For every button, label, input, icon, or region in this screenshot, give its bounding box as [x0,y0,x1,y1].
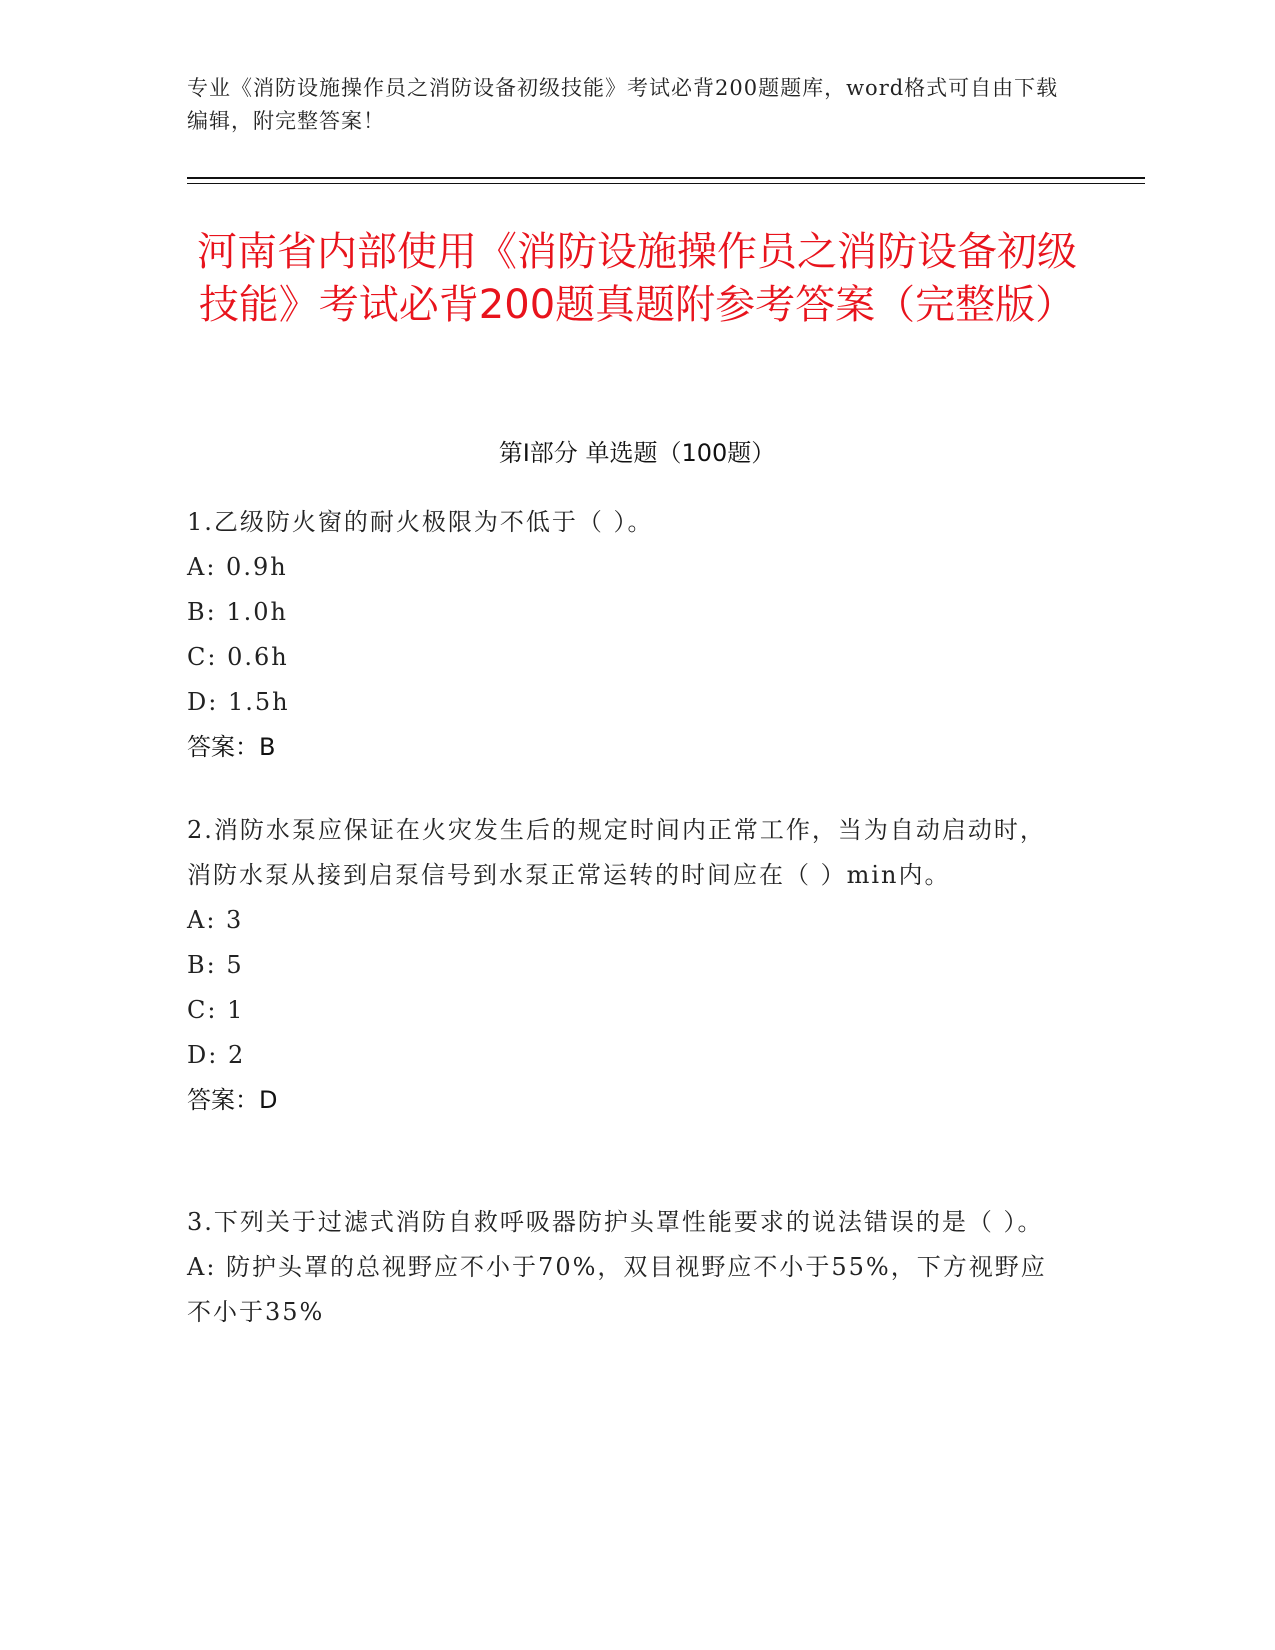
question-option: D: 1.5h [187,688,290,716]
header-divider-thick [187,177,1145,179]
question-answer [187,725,1067,770]
question-text: 2.消防水泵应保证在火灾发生后的规定时间内正常工作，当为自动启动时，消防水泵从接到启泵信号到水泵正常运转的时间应在（ ）min内。 [187,816,1046,889]
question-1 [187,500,1067,770]
answer-value: D [259,1086,278,1114]
question-option: A: 3 [187,906,244,934]
question-option: C: 0.6h [187,643,289,671]
question-option: A: 防护头罩的总视野应不小于70%，双目视野应不小于55%，下方视野应不小于35% [187,1253,1047,1326]
answer-label: 答案： [187,733,259,761]
question-text: 1.乙级防火窗的耐火极限为不低于（ ）。 [187,508,654,536]
question-option: D: 2 [187,1041,246,1069]
section-title: 第I部分 单选题（100题） [498,439,776,467]
question-3 [187,1200,1067,1335]
document-title: 河南省内部使用《消防设施操作员之消防设备初级技能》考试必背200题真题附参考答案（完整版） [197,229,1077,328]
question-text: 3.下列关于过滤式消防自救呼吸器防护头罩性能要求的说法错误的是（ ）。 [187,1208,1044,1236]
answer-value: B [259,733,276,761]
question-option: B: 1.0h [187,598,288,626]
question-option: B: 5 [187,951,244,979]
header-note: 专业《消防设施操作员之消防设备初级技能》考试必背200题题库，word格式可自由下载编辑，附完整答案！ [187,76,1059,133]
question-option: A: 0.9h [187,553,288,581]
header-divider-thin [187,183,1145,184]
question-2 [187,808,1067,1123]
question-answer [187,1078,1067,1123]
answer-label: 答案： [187,1086,259,1114]
question-option: C: 1 [187,996,245,1024]
